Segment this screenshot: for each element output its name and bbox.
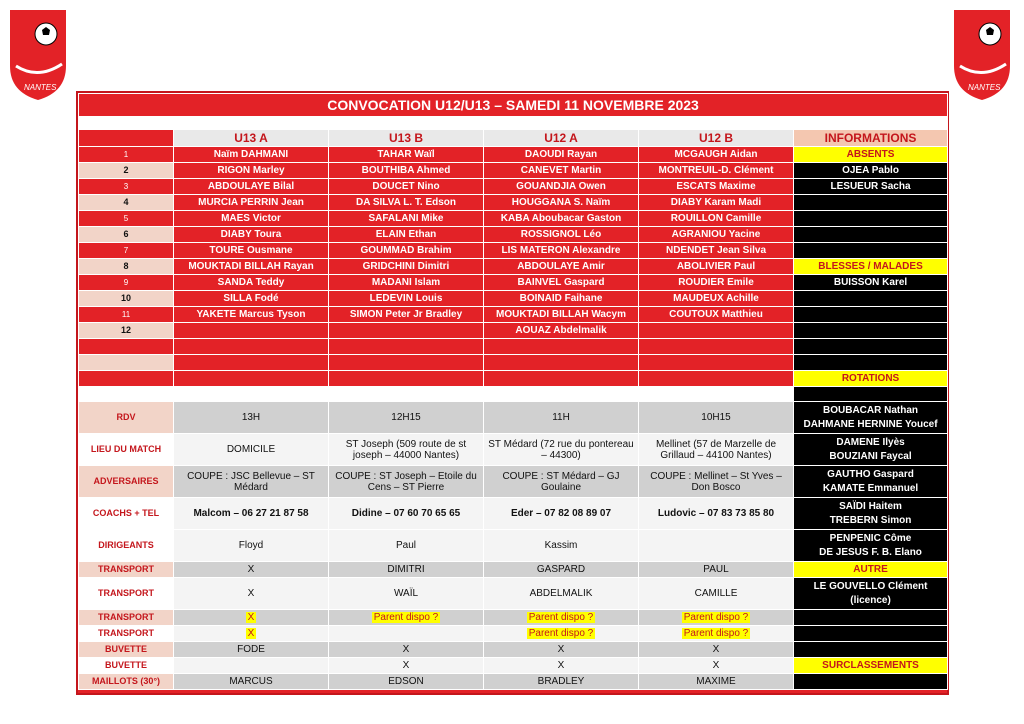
detail-row-adv <box>79 466 948 498</box>
col-header-u12a: U12 A <box>484 130 639 147</box>
info-cell <box>794 402 948 434</box>
detail-label: BUVETTE <box>79 642 174 658</box>
detail-value: FODE <box>174 642 329 658</box>
detail-label: TRANSPORT <box>79 610 174 626</box>
player-u13a: YAKETE Marcus Tyson <box>174 307 329 323</box>
info-cell: OJEA Pablo <box>794 163 948 179</box>
detail-label: COACHS + TEL <box>79 498 174 530</box>
player-u12b: NDENDET Jean Silva <box>639 243 794 259</box>
player-u12a: LIS MATERON Alexandre <box>484 243 639 259</box>
player-u12a: KABA Aboubacar Gaston <box>484 211 639 227</box>
info-cell: LESUEUR Sacha <box>794 179 948 195</box>
row-number: 7 <box>79 243 174 259</box>
player-u13a: RIGON Marley <box>174 163 329 179</box>
info-line: BOUZIANI Faycal <box>829 450 912 462</box>
detail-value: Malcom – 06 27 21 87 58 <box>174 498 329 530</box>
empty-row <box>79 355 174 371</box>
detail-value: X <box>329 642 484 658</box>
info-rotations-heading: ROTATIONS <box>794 371 948 387</box>
detail-value: COUPE : ST Joseph – Etoile du Cens – ST Pierre <box>329 466 484 498</box>
row-number: 5 <box>79 211 174 227</box>
convocation-sheet <box>76 91 949 695</box>
detail-row-lieu <box>79 434 948 466</box>
spacer-row <box>79 117 948 130</box>
detail-label: TRANSPORT <box>79 578 174 610</box>
player-row <box>79 163 948 179</box>
info-cell <box>794 227 948 243</box>
player-u12a: AOUAZ Abdelmalik <box>484 323 639 339</box>
row-number: 8 <box>79 259 174 275</box>
detail-row-t2 <box>79 578 948 610</box>
spacer-row <box>79 387 794 402</box>
detail-value: Didine – 07 60 70 65 65 <box>329 498 484 530</box>
detail-value <box>329 610 484 626</box>
player-row <box>79 195 948 211</box>
parent-dispo-highlight: X <box>247 612 255 623</box>
parent-dispo-highlight: Parent dispo ? <box>373 612 439 623</box>
player-u13a: TOURE Ousmane <box>174 243 329 259</box>
parent-dispo-highlight: Parent dispo ? <box>528 612 594 623</box>
player-u12b: MCGAUGH Aidan <box>639 147 794 163</box>
player-u12a: ROSSIGNOL Léo <box>484 227 639 243</box>
info-cell <box>794 578 948 610</box>
player-u12b: ESCATS Maxime <box>639 179 794 195</box>
info-cell <box>794 195 948 211</box>
detail-value: BRADLEY <box>484 674 639 690</box>
info-line: GAUTHO Gaspard <box>827 468 914 480</box>
info-cell <box>794 211 948 227</box>
player-row <box>79 291 948 307</box>
player-row <box>79 179 948 195</box>
info-cell: BLESSES / MALADES <box>794 259 948 275</box>
detail-value: 12H15 <box>329 402 484 434</box>
player-u13b: SAFALANI Mike <box>329 211 484 227</box>
detail-value: 10H15 <box>639 402 794 434</box>
col-header-u13b: U13 B <box>329 130 484 147</box>
parent-dispo-highlight: Parent dispo ? <box>683 628 749 639</box>
svg-text:NANTES: NANTES <box>24 83 57 92</box>
player-row <box>79 227 948 243</box>
info-cell <box>794 610 948 626</box>
detail-row-t4 <box>79 626 948 642</box>
info-cell <box>794 466 948 498</box>
info-cell: ABSENTS <box>794 147 948 163</box>
player-row <box>79 211 948 227</box>
player-row <box>79 275 948 291</box>
player-u12a: BOINAID Faihane <box>484 291 639 307</box>
detail-value: DIMITRI <box>329 562 484 578</box>
player-u12b <box>639 323 794 339</box>
info-cell: SURCLASSEMENTS <box>794 658 948 674</box>
info-cell <box>794 530 948 562</box>
player-u12b: MAUDEUX Achille <box>639 291 794 307</box>
col-header-u12b: U12 B <box>639 130 794 147</box>
empty-row <box>79 371 174 387</box>
convocation-table <box>78 93 948 690</box>
player-u12a: HOUGGANA S. Naïm <box>484 195 639 211</box>
info-line: DAHMANE HERNINE Youcef <box>803 418 938 430</box>
detail-value: COUPE : JSC Bellevue – ST Médard <box>174 466 329 498</box>
detail-value <box>639 626 794 642</box>
player-u13a: MAES Victor <box>174 211 329 227</box>
detail-value: COUPE : Mellinet – St Yves – Don Bosco <box>639 466 794 498</box>
player-u13b <box>329 323 484 339</box>
detail-value: Paul <box>329 530 484 562</box>
detail-value: X <box>484 642 639 658</box>
info-cell <box>794 674 948 690</box>
detail-value: Kassim <box>484 530 639 562</box>
detail-row-coach <box>79 498 948 530</box>
player-u13a: ABDOULAYE Bilal <box>174 179 329 195</box>
player-u13b: DA SILVA L. T. Edson <box>329 195 484 211</box>
header-corner <box>79 130 174 147</box>
detail-value: X <box>639 658 794 674</box>
detail-value: Ludovic – 07 83 73 85 80 <box>639 498 794 530</box>
player-u13b: LEDEVIN Louis <box>329 291 484 307</box>
detail-value: X <box>174 578 329 610</box>
detail-value: X <box>484 658 639 674</box>
info-cell <box>794 498 948 530</box>
club-logo-left <box>6 6 70 102</box>
player-row <box>79 259 948 275</box>
detail-row-rdv <box>79 402 948 434</box>
player-u12a: GOUANDJIA Owen <box>484 179 639 195</box>
player-u13a: SILLA Fodé <box>174 291 329 307</box>
detail-row-b1 <box>79 642 948 658</box>
detail-value: X <box>174 562 329 578</box>
detail-value: EDSON <box>329 674 484 690</box>
player-u13a: MURCIA PERRIN Jean <box>174 195 329 211</box>
svg-text:NANTES: NANTES <box>968 83 1001 92</box>
info-line: KAMATE Emmanuel <box>822 482 919 494</box>
detail-label: TRANSPORT <box>79 562 174 578</box>
detail-value: Mellinet (57 de Marzelle de Grillaud – 44100 Nantes) <box>639 434 794 466</box>
player-u12a: CANEVET Martin <box>484 163 639 179</box>
info-cell <box>794 642 948 658</box>
detail-value <box>484 610 639 626</box>
detail-value <box>174 610 329 626</box>
detail-value: GASPARD <box>484 562 639 578</box>
info-cell: AUTRE <box>794 562 948 578</box>
detail-label: TRANSPORT <box>79 626 174 642</box>
detail-value: WAÏL <box>329 578 484 610</box>
detail-value: 13H <box>174 402 329 434</box>
info-line: DAMENE Ilyès <box>836 436 905 448</box>
player-u12b: ROUDIER Emile <box>639 275 794 291</box>
player-u12a: DAOUDI Rayan <box>484 147 639 163</box>
player-u13b: ELAIN Ethan <box>329 227 484 243</box>
detail-value <box>639 530 794 562</box>
info-cell: BUISSON Karel <box>794 275 948 291</box>
player-u12a: MOUKTADI BILLAH Wacym <box>484 307 639 323</box>
detail-value <box>484 626 639 642</box>
player-u12b: DIABY Karam Madi <box>639 195 794 211</box>
col-header-informations: INFORMATIONS <box>794 130 948 147</box>
player-u13b: MADANI Islam <box>329 275 484 291</box>
detail-value: MAXIME <box>639 674 794 690</box>
detail-value: ST Médard (72 rue du pontereau – 44300) <box>484 434 639 466</box>
player-row <box>79 307 948 323</box>
info-cell <box>794 243 948 259</box>
player-u13b: GOUMMAD Brahim <box>329 243 484 259</box>
detail-value <box>174 626 329 642</box>
detail-value: X <box>639 642 794 658</box>
detail-label: RDV <box>79 402 174 434</box>
row-number: 9 <box>79 275 174 291</box>
detail-value: ST Joseph (509 route de st joseph – 44000 Nantes) <box>329 434 484 466</box>
detail-value <box>174 658 329 674</box>
row-number: 2 <box>79 163 174 179</box>
detail-row-b2 <box>79 658 948 674</box>
row-number: 3 <box>79 179 174 195</box>
player-u12b: AGRANIOU Yacine <box>639 227 794 243</box>
detail-row-dir <box>79 530 948 562</box>
detail-value: PAUL <box>639 562 794 578</box>
col-header-u13a: U13 A <box>174 130 329 147</box>
player-u12a: BAINVEL Gaspard <box>484 275 639 291</box>
detail-value: MARCUS <box>174 674 329 690</box>
detail-value: CAMILLE <box>639 578 794 610</box>
player-u12b: ABOLIVIER Paul <box>639 259 794 275</box>
detail-value: COUPE : ST Médard – GJ Goulaine <box>484 466 639 498</box>
player-row <box>79 323 948 339</box>
info-line: LE GOUVELLO Clément <box>813 580 928 592</box>
player-u13b: SIMON Peter Jr Bradley <box>329 307 484 323</box>
info-line: DE JESUS F. B. Elano <box>819 546 922 558</box>
parent-dispo-highlight: Parent dispo ? <box>683 612 749 623</box>
detail-value: Eder – 07 82 08 89 07 <box>484 498 639 530</box>
info-cell <box>794 323 948 339</box>
row-number: 11 <box>79 307 174 323</box>
parent-dispo-highlight: X <box>247 628 255 639</box>
detail-label: BUVETTE <box>79 658 174 674</box>
page-title: CONVOCATION U12/U13 – SAMEDI 11 NOVEMBRE 2023 <box>79 94 948 117</box>
detail-label: ADVERSAIRES <box>79 466 174 498</box>
player-row <box>79 147 948 163</box>
info-cell <box>794 626 948 642</box>
player-u12b: ROUILLON Camille <box>639 211 794 227</box>
detail-label: MAILLOTS (30°) <box>79 674 174 690</box>
club-logo-right <box>950 6 1014 102</box>
info-line: TREBERN Simon <box>829 514 912 526</box>
player-u13b: DOUCET Nino <box>329 179 484 195</box>
info-line: SAÏDI Haitem <box>839 500 902 512</box>
detail-label: LIEU DU MATCH <box>79 434 174 466</box>
player-u13b: TAHAR Waïl <box>329 147 484 163</box>
row-number: 4 <box>79 195 174 211</box>
detail-value: Floyd <box>174 530 329 562</box>
info-cell <box>794 307 948 323</box>
info-cell <box>794 291 948 307</box>
detail-value: X <box>329 658 484 674</box>
row-number: 12 <box>79 323 174 339</box>
info-line: PENPENIC Côme <box>829 532 912 544</box>
detail-value: 11H <box>484 402 639 434</box>
detail-value: DOMICILE <box>174 434 329 466</box>
player-u12a: ABDOULAYE Amir <box>484 259 639 275</box>
parent-dispo-highlight: Parent dispo ? <box>528 628 594 639</box>
player-u12b: COUTOUX Matthieu <box>639 307 794 323</box>
player-u13b: GRIDCHINI Dimitri <box>329 259 484 275</box>
info-line: (licence) <box>850 594 891 606</box>
row-number: 6 <box>79 227 174 243</box>
player-u13a: SANDA Teddy <box>174 275 329 291</box>
detail-value <box>329 626 484 642</box>
info-line: BOUBACAR Nathan <box>823 404 919 416</box>
player-u13b: BOUTHIBA Ahmed <box>329 163 484 179</box>
detail-value: ABDELMALIK <box>484 578 639 610</box>
detail-value <box>639 610 794 626</box>
player-u13a: DIABY Toura <box>174 227 329 243</box>
player-u13a <box>174 323 329 339</box>
detail-row-t1 <box>79 562 948 578</box>
info-cell <box>794 434 948 466</box>
detail-label: DIRIGEANTS <box>79 530 174 562</box>
player-u12b: MONTREUIL-D. Clément <box>639 163 794 179</box>
detail-row-t3 <box>79 610 948 626</box>
detail-row-mail <box>79 674 948 690</box>
player-u13a: Naïm DAHMANI <box>174 147 329 163</box>
player-u13a: MOUKTADI BILLAH Rayan <box>174 259 329 275</box>
empty-row <box>79 339 174 355</box>
row-number: 10 <box>79 291 174 307</box>
player-row <box>79 243 948 259</box>
row-number: 1 <box>79 147 174 163</box>
